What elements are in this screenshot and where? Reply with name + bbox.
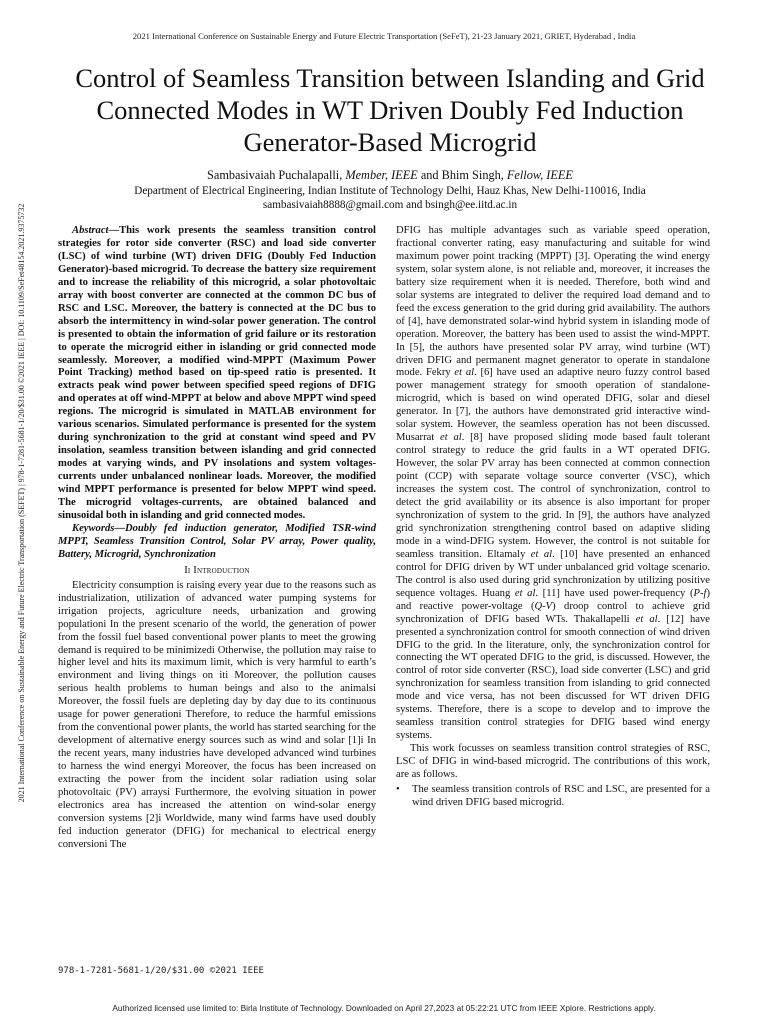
keywords-label: Keywords—	[72, 522, 125, 534]
left-column	[58, 225, 376, 852]
footer-copyright: 978-1-7281-5681-1/20/$31.00 ©2021 IEEE	[58, 966, 264, 976]
abstract-text: This work presents the seamless transition control strategies for rotor side converter (RSC) and load side converter (LSC) of wind turbine (WT) driven DFIG (Doubly Fed Induction Generator)-based microgrid. To decrease the battery size requirement and to increase the reliability of this microgrid, a solar photovoltaic array with boost converter are connected at the common DC bus of RSC and LSC. Moreover, the battery is connected at the DC bus to absorb the intermittency in wind-solar power generation. The control is presented to obtain the information of grid failure or its restoration to operate the microgrid either in islanding or grid connected mode seamlessly. Moreover, a modified wind-MPPT (Maximum Power Point Tracking) method based on tip-speed ratio is presented. It extracts peak wind power between specified speed regions of DFIG and operates at off wind-MPPT at below and above MPPT wind speed regions. The microgrid is simulated in MATLAB environment for various scenarios. Simulated performance is presented for the system during synchronization to the grid at constant wind speed and PV insolation, seamless transition between islanding and grid connected modes at varying winds, and PV insolations and system voltages-currents under unbalanced nonlinear loads. Moreover, the modified wind MPPT performance is presented for below MPPT wind speed. The microgrid voltages-currents, are obtained balanced and sinusoidal both in islanding and grid connected modes.	[58, 225, 376, 521]
bullet-text: The seamless transition controls of RSC and LSC, are presented for a wind driven DFIG based microgrid.	[412, 783, 710, 808]
abstract-label: Abstract	[72, 225, 109, 236]
keywords	[58, 523, 376, 562]
right-column	[396, 225, 710, 810]
author-2-name: and Bhim Singh,	[417, 168, 507, 182]
doi-side-text: 2021 International Conference on Sustainable Energy and Future Electric Transportation (SEFET) | 978-1-7281-5681-1/20/$31.00 ©2021 IEEE | DOI: 10.1109/SeFet48154.2021.9375732	[17, 203, 26, 803]
literature-review-paragraph: DFIG has multiple advantages such as variable speed operation, fractional converter rating, easy manufacturing and suitable for wind maximum power point tracking (MPPT) [3]. Operating the wind energy system, solar system alone, is not reliable and, moreover, it increases the battery size requirement when it is needed. Therefore, both wind and solar systems are integrated to deliver the required load demand and to feed the excess generation to the grid during grid availability. The authors of [4], have demonstrated solar-wind hybrid system in islanding mode of operation. Moreover, the battery has been used to assist the wind-MPPT. In [5], the authors have presented solar PV array, wind turbine (WT) driven DFIG and permanent magnet generator to operate in standalone mode. Fekry et al. [6] have used an adaptive neuro fuzzy control based power management strategy for smooth operation of standalone-microgrid, which is based on wind operated DFIG, solar and diesel generator. In [7], the authors have demonstrated grid interactive wind-solar system. However, the seamless operation has not been discussed. Musarrat et al. [8] have proposed sliding mode based fault tolerant control strategy to reduce the grid faults in a WT operated DFIG. However, the solar PV array has been connected at common connection point (CCP) with separate voltage source converter (VSC), which increases the system cost. The control of synchronization, control to detect the grid availability or its absence is also important for proper synchronization of system to the grid. In [9], the authors have analyzed grid synchronization strengthening control based on adaptive sliding mode in a wind-DFIG system. However, the control is not suitable for seamless transition. Eltamaly et al. [10] have presented an enhanced control for DFIG driven by WT under unbalanced grid voltage scenario. The control is also used during grid synchronization by utilizing positive sequence voltages. Huang et al. [11] have used power-frequency (P-f) and reactive power-voltage (Q-V) droop control to achieve grid synchronization of DFIG based WTs. Thakallapelli et al. [12] have presented a synchronization control for smooth connection of wind driven DFIG to the grid. In the literature, only, the synchronization control for connecting the WT operated DFIG to the grid, is discussed. However, the control of rotor side converter (RSC), load side converter (LSC) and grid synchronization for seamless transition from islanding to grid connected mode and vice versa, has not been discussed for WT driven DFIG systems. Therefore, there is a scope to develop and to improve the seamless transition control strategies for DFIG based wind energy systems.	[396, 225, 711, 742]
author-2-role: Fellow, IEEE	[506, 168, 573, 182]
footer-authorized-use: Authorized licensed use limited to: Birla Institute of Technology. Downloaded on April 27,2023 at 05:22:21 UTC from IEEE Xplore. Restrictions apply.	[112, 1003, 656, 1013]
bullet-icon: •	[396, 783, 400, 795]
author-line	[50, 168, 730, 183]
abstract-dash: —	[108, 225, 120, 236]
contribution-bullet	[396, 784, 710, 810]
author-1-role: Member, IEEE	[345, 168, 418, 182]
contributions-paragraph: This work focusses on seamless transition control strategies of RSC, LSC of DFIG in wind-based microgrid. The contributions of this work, are as follows.	[396, 743, 710, 781]
intro-paragraph: Electricity consumption is raising every year due to the reasons such as industrialization, utilization of advanced water pumping systems for irrigation projects, agriculture needs, urbanization and growing populationi In the present scenario of the world, the generation of power from the fossil fuel based conventional power plants to meet the growing demand is required to be minimizedi Otherwise, the pollution may raise to higher level and hits its maximum limit, which is very harmful to earth’s environment and living things on iti Moreover, the pollution causes serious health problems to human beings and also to the animalsi Moreover, the fossil fuels are depleting day by day due to its continuous usage for power generationi Therefore, to reduce the harmful emissions from the conventional power plants, the world has started searching for the development of alternative energy sources such as wind and solar [1]i In the recent years, many industries have developed advanced wind turbines to harness the wind energyi Moreover, the focus has been increased on extracting the power from the incident solar radiation using solar photovoltaic (PV) arraysi Furthermore, the evolving situation in power electronics area has increased the attention on wind-solar energy conversion systems [2]i Worldwide, many wind farms have used doubly fed induction generator (DFIG) for mechanical to electrical energy conversioni The	[58, 579, 376, 850]
abstract	[58, 225, 376, 523]
conference-header: 2021 International Conference on Sustainable Energy and Future Electric Transportation (SeFeT), 21-23 January 2021, GRIET, Hyderabad , India	[132, 31, 636, 41]
paper-title: Control of Seamless Transition between Islanding and Grid Connected Modes in WT Driven Doubly Fed Induction Generator-Based Microgrid	[75, 63, 705, 157]
author-1-name: Sambasivaiah Puchalapalli,	[207, 168, 346, 182]
affiliation: Department of Electrical Engineering, Indian Institute of Technology Delhi, Hauz Khas, New Delhi-110016, India	[134, 185, 646, 197]
author-emails: sambasivaiah8888@gmail.com and bsingh@ee.iitd.ac.in	[262, 199, 518, 211]
section-heading-introduction: Ii Introduction	[184, 564, 250, 576]
keywords-text: Doubly fed induction generator, Modified TSR-wind MPPT, Seamless Transition Control, Solar PV array, Power quality, Battery, Microgrid, Synchronization	[58, 522, 376, 560]
